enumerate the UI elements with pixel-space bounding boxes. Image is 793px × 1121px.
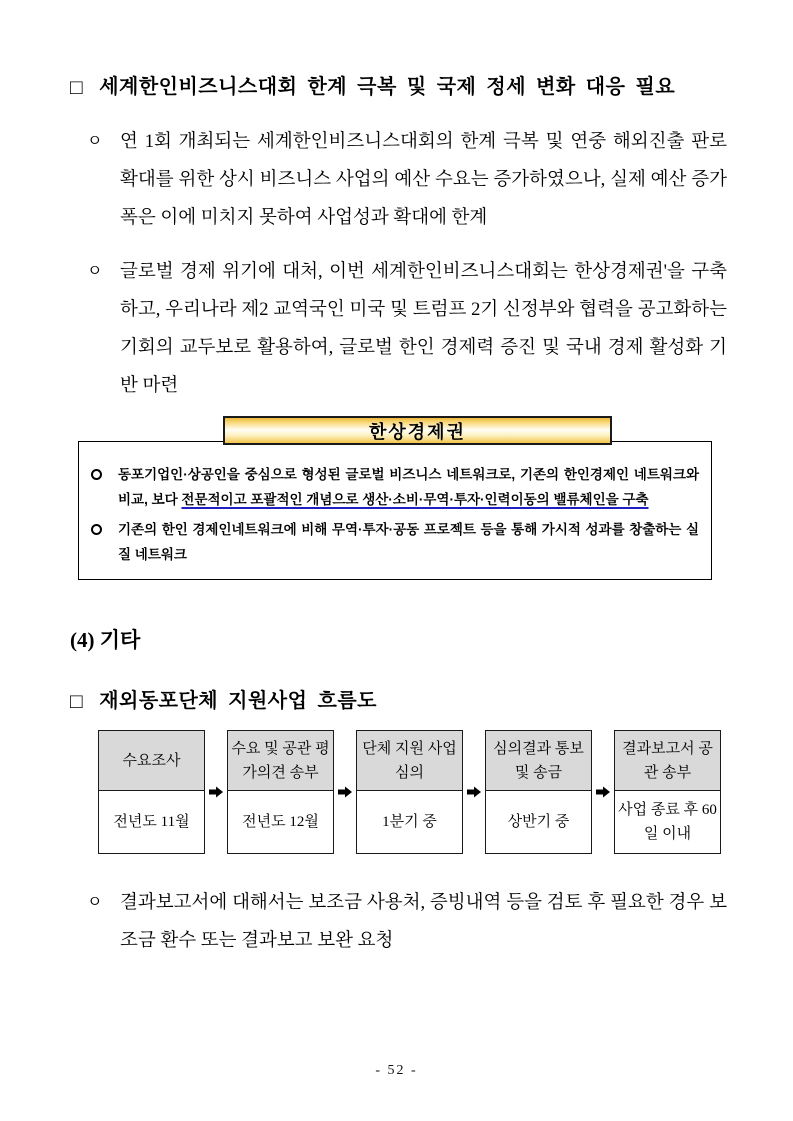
flow-step-3-period: 1분기 중 [382,814,437,830]
box-bullet-1-plain: 동포기업인·상공인을 중심으로 형성된 글로벌 비즈니스 네트워크로, 기존의 한인경제인 네트워크와 비교, 보다 [118,467,699,507]
flow-step-3 [356,730,463,854]
circle-bullet-icon [91,469,102,480]
flow-step-5-period: 사업 종료 후 60일 이내 [618,802,717,842]
flow-step-1-title: 수요조사 [99,731,204,791]
flow-step-4 [485,730,592,854]
box-bullet-2-plain: 기존의 한인 경제인네트워크에 비해 무역·투자·공동 프로젝트 등을 통해 가시적 성과를 창출하는 실질 네트워크 [118,522,699,562]
flow-step-5-title: 결과보고서 공관 송부 [615,731,720,791]
highlight-box [78,421,712,580]
section-label-4: (4) 기타 [70,628,141,652]
flow-step-2-period: 전년도 12월 [242,814,319,830]
circle-marker: ㅇ [87,133,103,150]
section-heading-1 [70,70,727,99]
highlight-box-body [78,441,712,580]
flow-step-2-title: 수요 및 공관 평가의견 송부 [228,731,333,791]
square-bullet-icon: □ [70,76,84,99]
section-heading-1-text: 세계한인비즈니스대회 한계 극복 및 국제 정세 변화 대응 필요 [99,76,676,98]
arrow-right-icon [463,786,485,798]
process-flowchart [98,730,727,854]
flow-step-1-period: 전년도 11월 [113,814,190,830]
circle-marker: ㅇ [87,263,103,280]
highlight-box-title: 한상경제권 [223,416,612,445]
box-bullet-1 [85,462,699,512]
arrow-right-icon [205,786,227,798]
flow-step-4-period: 상반기 중 [507,814,570,830]
box-bullet-1-text [118,462,699,512]
section-heading-2-text: 재외동포단체 지원사업 흐름도 [99,690,377,712]
paragraph-text: 결과보고서에 대해서는 보조금 사용처, 증빙내역 등을 검토 후 필요한 경우 보조금 환수 또는 결과보고 보완 요청 [120,893,727,951]
page-number: - 52 - [375,1063,418,1078]
paragraph-text: 글로벌 경제 위기에 대처, 이번 세계한인비즈니스대회는 한상경제권'을 구축하고, 우리나라 제2 교역국인 미국 및 트럼프 2기 신정부와 협력을 공고화하는 기회의 교두보로 활용하여, 글로벌 한인 경제력 증진 및 국내 경제 활성화 기반 마련 [120,262,727,396]
box-bullet-2 [85,517,699,567]
flow-step-1 [98,730,205,854]
flow-step-5 [614,730,721,854]
paragraph-text: 연 1회 개최되는 세계한인비즈니스대회의 한계 극복 및 연중 해외진출 판로 확대를 위한 상시 비즈니스 사업의 예산 수요는 증가하였으나, 실제 예산 증가 폭은 이에 미치지 못하여 사업성과 확대에 한계 [120,132,727,228]
arrow-right-icon [592,786,614,798]
circle-bullet-icon [91,524,102,535]
bullet-paragraph-2 [70,253,727,405]
bullet-paragraph-3 [70,884,727,960]
flow-step-2 [227,730,334,854]
bullet-paragraph-1 [70,123,727,237]
circle-marker: ㅇ [87,894,103,911]
flow-step-3-title: 단체 지원 사업 심의 [357,731,462,791]
box-bullet-2-text [118,517,699,567]
arrow-right-icon [334,786,356,798]
section-heading-2 [70,684,727,713]
square-bullet-icon: □ [70,690,84,713]
flow-step-4-title: 심의결과 통보 및 송금 [486,731,591,791]
box-bullet-1-underlined: 전문적이고 포괄적인 개념으로 생산·소비·무역·투자·인력이동의 밸류체인을 구축 [181,492,649,507]
